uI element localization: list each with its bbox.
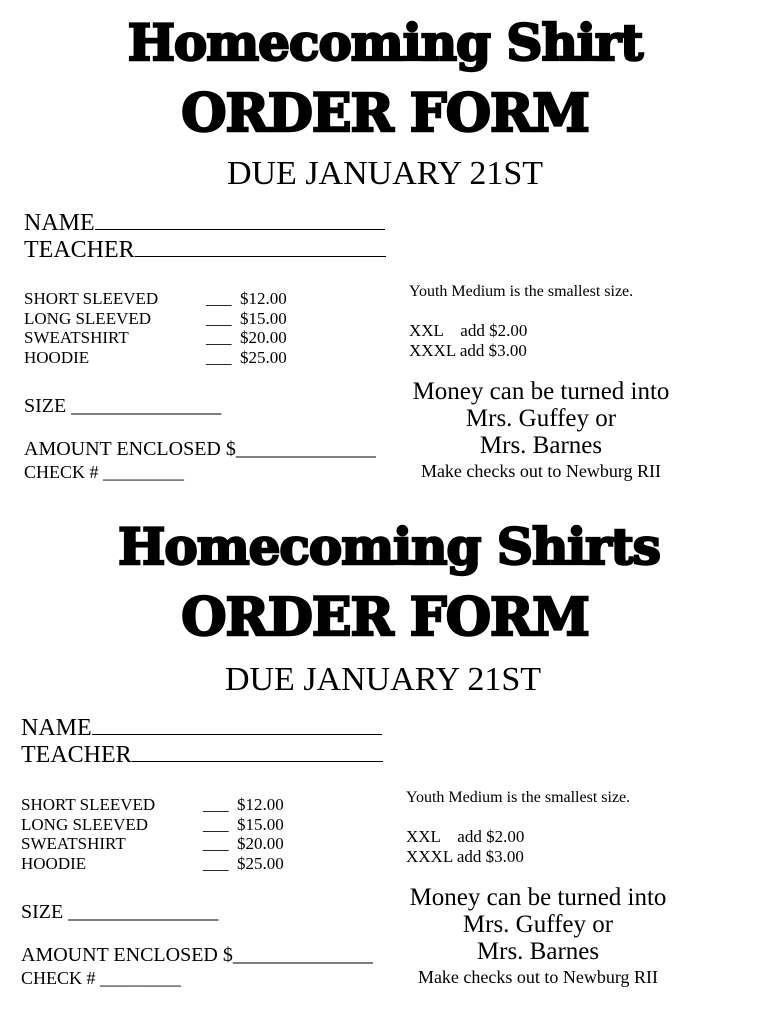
name-blank-line[interactable] xyxy=(92,714,382,735)
item-price: $20.00 xyxy=(240,328,287,347)
teacher-label: TEACHER xyxy=(24,237,135,263)
order-form-2 xyxy=(0,506,770,1012)
due-date: DUE JANUARY 21ST xyxy=(224,661,542,698)
check-number-field[interactable]: CHECK # _________ xyxy=(24,462,185,482)
item-list xyxy=(24,289,304,367)
item-name: SWEATSHIRT xyxy=(24,328,129,347)
item-row[interactable] xyxy=(21,815,301,835)
order-form-1 xyxy=(0,0,770,506)
item-row[interactable] xyxy=(24,348,304,368)
upcharge-list xyxy=(409,321,527,360)
teacher-field[interactable] xyxy=(24,236,386,262)
money-line-1: Money can be turned into xyxy=(412,378,670,405)
item-price: $25.00 xyxy=(240,347,287,367)
form-title-line2: ORDER FORM xyxy=(181,587,589,648)
xxxl-upcharge: XXXL add $3.00 xyxy=(409,340,527,360)
quantity-blank[interactable]: ___ xyxy=(203,795,229,814)
name-field[interactable] xyxy=(24,209,385,235)
quantity-blank[interactable]: ___ xyxy=(203,814,229,834)
quantity-blank[interactable]: ___ xyxy=(206,328,232,347)
quantity-blank[interactable]: ___ xyxy=(206,289,232,308)
size-field[interactable]: SIZE _______________ xyxy=(21,901,219,923)
item-list xyxy=(21,795,301,873)
item-row[interactable] xyxy=(24,289,304,309)
money-instructions xyxy=(388,884,688,965)
checks-note: Make checks out to Newburg RII xyxy=(417,967,659,987)
size-note: Youth Medium is the smallest size. xyxy=(409,283,634,300)
teacher-field[interactable] xyxy=(21,741,383,767)
item-name: LONG SLEEVED xyxy=(21,814,149,834)
teacher-blank-line[interactable] xyxy=(132,741,383,762)
name-blank-line[interactable] xyxy=(95,209,385,230)
item-row[interactable] xyxy=(21,854,301,874)
amount-enclosed-field[interactable]: AMOUNT ENCLOSED $______________ xyxy=(24,438,376,460)
item-price: $15.00 xyxy=(240,308,287,328)
money-line-2: Mrs. Guffey or xyxy=(462,911,614,938)
money-line-1: Money can be turned into xyxy=(409,884,667,911)
item-price: $20.00 xyxy=(237,834,284,853)
form-title-line2: ORDER FORM xyxy=(181,83,589,144)
item-row[interactable] xyxy=(21,795,301,815)
xxxl-upcharge: XXXL add $3.00 xyxy=(406,846,524,866)
item-price: $15.00 xyxy=(237,814,284,834)
name-field[interactable] xyxy=(21,714,382,740)
item-price: $12.00 xyxy=(237,795,284,814)
item-name: HOODIE xyxy=(24,347,90,367)
item-name: SHORT SLEEVED xyxy=(24,289,159,308)
item-row[interactable] xyxy=(24,328,304,348)
due-date: DUE JANUARY 21ST xyxy=(226,155,544,192)
item-price: $12.00 xyxy=(240,289,287,308)
item-name: SHORT SLEEVED xyxy=(21,795,156,814)
size-field[interactable]: SIZE _______________ xyxy=(24,395,222,417)
name-label: NAME xyxy=(21,715,92,741)
quantity-blank[interactable]: ___ xyxy=(206,347,232,367)
item-price: $25.00 xyxy=(237,853,284,873)
size-note: Youth Medium is the smallest size. xyxy=(406,789,631,806)
upcharge-list xyxy=(406,827,524,866)
quantity-blank[interactable]: ___ xyxy=(203,834,229,853)
check-number-field[interactable]: CHECK # _________ xyxy=(21,968,182,988)
xxl-upcharge: XXL add $2.00 xyxy=(406,827,525,846)
item-row[interactable] xyxy=(21,834,301,854)
money-instructions xyxy=(391,378,691,459)
amount-enclosed-field[interactable]: AMOUNT ENCLOSED $______________ xyxy=(21,944,373,966)
item-name: HOODIE xyxy=(21,853,87,873)
form-title-line1: Homecoming Shirt xyxy=(127,13,643,72)
xxl-upcharge: XXL add $2.00 xyxy=(409,321,528,340)
money-line-2: Mrs. Guffey or xyxy=(465,405,617,432)
item-name: SWEATSHIRT xyxy=(21,834,126,853)
money-line-3: Mrs. Barnes xyxy=(479,432,603,459)
form-title-line1: Homecoming Shirts xyxy=(118,517,660,576)
quantity-blank[interactable]: ___ xyxy=(206,308,232,328)
teacher-blank-line[interactable] xyxy=(135,236,386,257)
item-row[interactable] xyxy=(24,309,304,329)
item-name: LONG SLEEVED xyxy=(24,308,152,328)
name-label: NAME xyxy=(24,210,95,236)
quantity-blank[interactable]: ___ xyxy=(203,853,229,873)
teacher-label: TEACHER xyxy=(21,742,132,768)
checks-note: Make checks out to Newburg RII xyxy=(420,461,662,481)
money-line-3: Mrs. Barnes xyxy=(476,938,600,965)
